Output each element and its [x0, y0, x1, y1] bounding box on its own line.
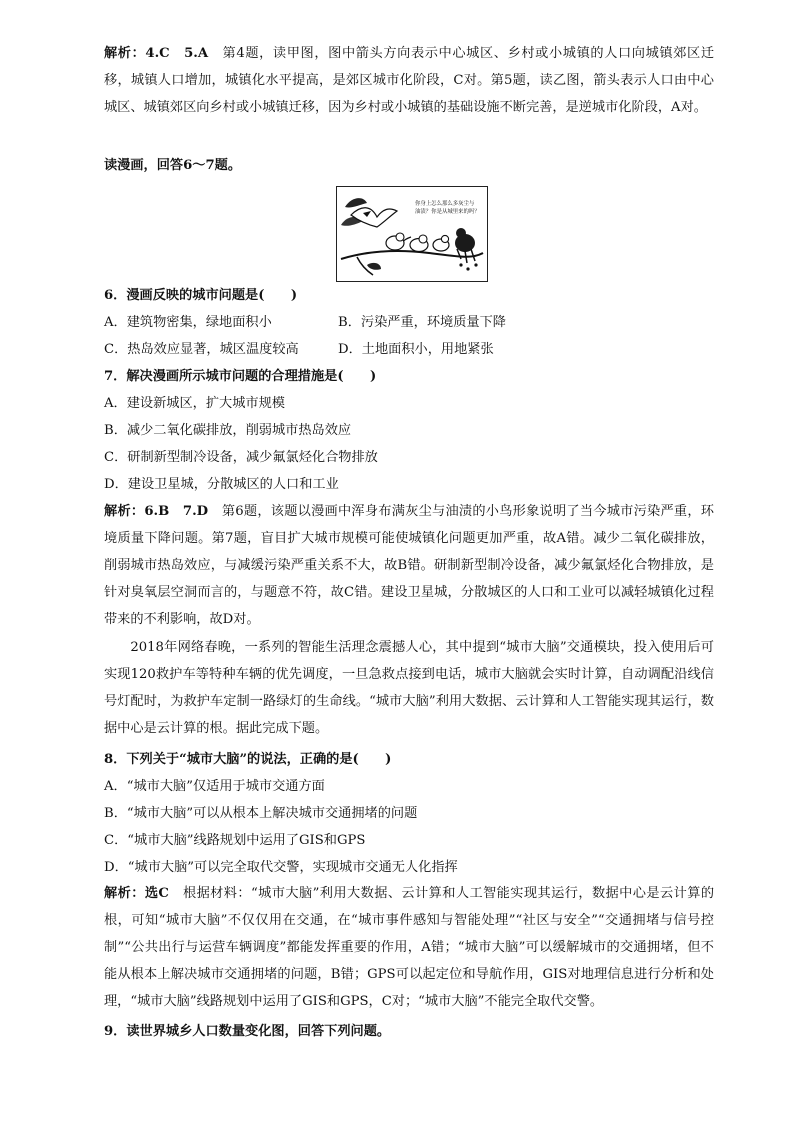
cartoon-image	[336, 186, 488, 282]
q7-option-a: A．建设新城区，扩大城市规模	[104, 396, 285, 411]
answer-explanation-6-7: 解析：6.B 7.D 第6题，该题以漫画中浑身布满灰尘与油渍的小鸟形象说明了当今城市污染严重，环境质量下降问题。第7题，盲目扩大城市规模可能使城镇化问题更加严重，故A错。减少二氧化碳排放，削弱城市热岛效应，与减缓污染严重关系不大，故B错。研制新型制冷设备，减少氟氯烃化合物排放，是针对臭氧层空洞而言的，与题意不符，故C错。建设卫星城，分散城区的人口和工业可以减轻城镇化过程带来的不利影响，故D对。	[104, 504, 714, 627]
speech-line-1: 你身上怎么那么多灰尘与	[415, 201, 475, 207]
birds-cartoon-illustration	[337, 187, 487, 281]
cartoon-intro: 读漫画，回答6～7题。	[104, 158, 242, 173]
q8-option-a: A．“城市大脑”仅适用于城市交通方面	[104, 779, 325, 794]
q7-option-b: B．减少二氧化碳排放，削弱城市热岛效应	[104, 423, 352, 438]
material-city-brain: 2018年网络春晚，一系列的智能生活理念震撼人心，其中提到“城市大脑”交通模块，投入使用后可实现120救护车等特种车辆的优先调度，一旦急救点接到电话，城市大脑就会实时计算，自动调配沿线信号灯配时，为救护车定制一路绿灯的生命线。“城市大脑”利用大数据、云计算和人工智能实现其运行，数据中心是云计算的根。据此完成下题。	[104, 640, 714, 736]
q7-option-c: C．研制新型制冷设备，减少氟氯烃化合物排放	[104, 450, 378, 465]
q6-option-b: B．污染严重，环境质量下降	[338, 315, 506, 330]
answer-explanation-4-5: 解析：4.C 5.A 第4题，读甲图，图中箭头方向表示中心城区、乡村或小城镇的人口向城镇郊区迁移，城镇人口增加，城镇化水平提高，是郊区城市化阶段，C对。第5题，读乙图，箭头表示人口由中心城区、城镇郊区向乡村或小城镇迁移，因为乡村或小城镇的基础设施不断完善，是逆城市化阶段，A对。	[104, 46, 715, 115]
q8-option-c: C．“城市大脑”线路规划中运用了GIS和GPS	[104, 833, 366, 848]
question-8-stem: 8．下列关于“城市大脑”的说法，正确的是( )	[104, 752, 392, 767]
q6-option-d: D．土地面积小，用地紧张	[338, 342, 494, 357]
q7-option-d: D．建设卫星城，分散城区的人口和工业	[104, 477, 339, 492]
speech-line-2: 油渍？你是从城里来的吗？	[415, 209, 480, 215]
question-7-stem: 7．解决漫画所示城市问题的合理措施是( )	[104, 369, 377, 384]
q8-option-b: B．“城市大脑”可以从根本上解决城市交通拥堵的问题	[104, 806, 418, 821]
answer-explanation-8: 解析：选C 根据材料：“城市大脑”利用大数据、云计算和人工智能实现其运行，数据中心是云计算的根，可知“城市大脑”不仅仅用在交通，在“城市事件感知与智能处理”“社区与安全”“交通拥堵与信号控制”“公共出行与运营车辆调度”都能发挥重要的作用，A错；“城市大脑”可以缓解城市的交通拥堵，但不能从根本上解决城市交通拥堵的问题，B错；GPS可以起定位和导航作用，GIS对地理信息进行分析和处理，“城市大脑”线路规划中运用了GIS和GPS，C对；“城市大脑”不能完全取代交警。	[104, 886, 715, 1009]
q6-option-c: C．热岛效应显著，城区温度较高	[104, 342, 299, 357]
question-6-stem: 6．漫画反映的城市问题是( )	[104, 288, 298, 303]
q6-option-a: A．建筑物密集，绿地面积小	[104, 315, 272, 330]
question-9-stem: 9．读世界城乡人口数量变化图，回答下列问题。	[104, 1024, 391, 1039]
q8-option-d: D．“城市大脑”可以完全取代交警，实现城市交通无人化指挥	[104, 860, 458, 875]
